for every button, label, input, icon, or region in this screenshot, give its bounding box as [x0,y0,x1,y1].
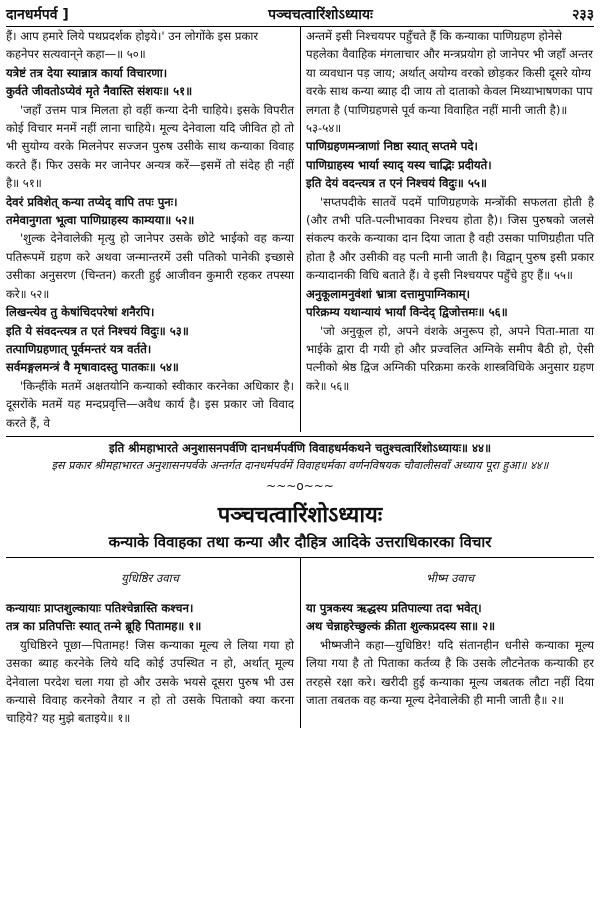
top-columns [6,27,594,432]
verse-line: लिखन्त्येव तु केषांचिदपरेषां शनैरपि। [6,305,155,320]
translation-paragraph: 'शुल्क देनेवालेकी मृत्यु हो जानेपर उसके छोटे भाईको वह कन्या पतिरूपमें ग्रहण करे अथवा जन्मान्तरमें उसी पतिको पानेकी इच्छासे उसीका अनुसरण (चिन्तन) करती हुई आजीवन कुमारी रहकर तपस्या करे॥ ५२॥ [6,231,294,301]
bottom-right-column [300,558,594,728]
translation-paragraph: 'सप्तपदीके सातवें पदमें पाणिग्रहणके मन्त्रोंकी सफलता होती है (और तभी पति-पत्नीभावका निश्चय होता है)। जिस पुरुषको जलसे संकल्प करके कन्याका दान दिया जाता है वही उसका पाणिग्रहीता पति होता है और उसीकी वह पत्नी मानी जाती है। विद्वान् पुरुष इसी प्रकार कन्यादानकी विधि बताते हैं। वे इसी निश्चयपर पहुँचे हुए हैं॥ ५५॥ [306,194,594,283]
header-section-name: दानधर्मपर्व ] [6,7,69,23]
column-divider [300,558,301,728]
colophon-translation: इस प्रकार श्रीमहाभारत अनुशासनपर्वके अन्तर्गत दानधर्मपर्वमें विवाहधर्मका वर्णनविषयक चौवालीसवाँ अध्याय पूरा हुआ॥ ४४॥ [51,458,549,472]
translation-paragraph: अन्तमें इसी निश्चयपर पहुँचते हैं कि कन्याका पाणिग्रहण होनेसे पहलेका वैवाहिक मंगलाचार और मन्त्रप्रयोग हो जानेपर भी जहाँ अन्तर या व्यवधान पड़ जाय; अर्थात् अयोग्य वरको छोड़कर किसी दूसरे योग्य वरके साथ कन्या ब्याह दी जाय तो दाताको केवल मिथ्याभाषणका पाप लगता है (पाणिग्रहणसे पूर्व कन्या विवाहित नहीं मानी जाती है)॥ ५३-५४॥ [306,29,593,136]
verse-line: इति ये संवदन्त्यत्र त एतं निश्चयं विदुः॥ ५३॥ [6,323,189,338]
verse-line: यत्रेष्टं तत्र देया स्यान्नात्र कार्या विचारणा। [6,65,168,80]
verse-line: कुर्वते जीवतोऽप्येवं मृते नैवास्ति संशयः॥ ५१॥ [6,84,193,99]
page-header [6,4,594,24]
bottom-left-column [6,558,300,728]
chapter-subtitle: कन्याके विवाहका तथा कन्या और दौहित्र आदिके उत्तराधिकारका विचार [108,532,492,551]
verse-line: तत्र का प्रतिपत्तिः स्यात् तन्मे ब्रूहि पितामह॥ १॥ [6,619,202,634]
verse-line: अथ चेन्नाहरेच्छुल्कं क्रीता शुल्कप्रदस्य सा॥ २॥ [306,619,496,634]
verse-block [306,599,594,636]
column-divider [300,27,301,432]
translation-paragraph: भीष्मजीने कहा—युधिष्ठिर! यदि संतानहीन धनीसे कन्याका मूल्य लिया गया है तो पिताका कर्तव्य है कि उसके लौटनेतक कन्याकी हर तरहसे रक्षा करे। खरीदी हुई कन्याका मूल्य जबतक लौटा नहीं दिया जाता तबतक वह कन्या मूल्य देनेवालेकी ही मानी जाती है॥ २॥ [306,637,594,707]
verse-block [6,599,294,636]
verse-line: परिक्रम्य यथान्यायं भार्यां विन्देद् द्विजोत्तमः॥ ५६॥ [306,305,508,320]
ornament-divider: ~~~o~~~ [266,478,334,493]
verse-line: अनुकूलामनुवंशां भ्रात्रा दत्तामुपाग्निकाम्। [306,286,471,301]
top-left-column [6,27,300,432]
verse-line: देवरं प्रविशेत् कन्या तप्येद् वापि तपः पुनः। [6,194,178,209]
translation-paragraph: 'जो अनुकूल हो, अपने वंशके अनुरूप हो, अपने पिता-माता या भाईके द्वारा दी गयी हो और प्रज्वलित अग्निके समीप बैठी हो, ऐसी पत्नीको श्रेष्ठ द्विज अग्निकी परिक्रमा करके शास्त्रविधिके अनुसार ग्रहण करे॥ ५६॥ [306,323,594,393]
translation-paragraph: हैं। आप हमारे लिये पथप्रदर्शक होइये।' उन लोगोंके इस प्रकार कहनेपर सत्यवान्‌ने कहा—॥ ५०॥ [6,29,259,62]
speaker-label: युधिष्ठिर उवाच [121,571,179,586]
chapter-colophon: इति श्रीमहाभारते अनुशासनपर्वणि दानधर्मपर्वणि विवाहधर्मकथने चतुश्चत्वारिंशोऽध्यायः॥ ४४॥ [6,436,594,457]
speaker-label: भीष्म उवाच [425,571,475,586]
verse-block [6,64,294,101]
verse-line: तत्पाणिग्रहणात् पूर्वमन्तरं यत्र वर्तते। [6,341,152,356]
verse-line: पाणिग्रहणमन्त्राणां निष्ठा स्यात् सप्तमे पदे। [306,139,478,154]
chapter-title: पञ्चचत्वारिंशोऽध्यायः [217,502,383,528]
translation-paragraph: 'जहाँ उत्तम पात्र मिलता हो वहीं कन्या देनी चाहिये। इसके विपरीत कोई विचार मनमें नहीं लाना चाहिये। मूल्य देनेवाला यदि जीवित हो तो भी सुयोग्य वरके मिलनेपर सज्जन पुरुष उसीके साथ कन्याका विवाह करते हैं। फिर उसके मर जानेपर अन्यत्र करें—इसमें तो संदेह ही नहीं है॥ ५१॥ [6,102,294,191]
verse-block [6,193,294,230]
verse-line: पाणिग्राहस्य भार्या स्याद् यस्य चाद्भिः प्रदीयते। [306,157,492,172]
translation-paragraph: युधिष्ठिरने पूछा—पितामह! जिस कन्याका मूल्य ले लिया गया हो उसका ब्याह करनेके लिये यदि कोई उपस्थित न हो, अर्थात् मूल्य देनेवाला परदेश चला गया हो और उसके भयसे दूसरा पुरुष भी उस कन्यासे विवाह करनेको तैयार न हो तो उसके पिताको क्या करना चाहिये? यह मुझे बताइये॥ १॥ [6,637,294,726]
verse-line: सर्वमङ्गलमन्त्रं वै मृषावादस्तु पातकः॥ ५४॥ [6,360,179,375]
translation-paragraph: 'किन्हींके मतमें अक्षतयोनि कन्याको स्वीकार करनेका अधिकार है। दूसरोंके मतमें यह मन्दप्रवृत्ति—अवैध कार्य है। इस प्रकार जो विवाद करते हैं, वे [6,378,294,430]
verse-line: या पुत्रकस्य ऋद्धस्य प्रतिपाल्या तदा भवेत्। [306,600,482,615]
verse-line: तमेवानुगता भूत्वा पाणिग्राहस्य काम्यया॥ ५२॥ [6,213,195,228]
verse-line: कन्यायाः प्राप्तशुल्कायाः पतिश्चेन्नास्ति कश्चन। [6,600,194,615]
header-chapter-name: पञ्चचत्वारिंशोऽध्यायः [268,7,373,23]
top-right-column [300,27,594,432]
verse-line: इति देयं वदन्त्यत्र त एनं निश्चयं विदुः॥ ५५॥ [306,176,487,191]
verse-block [306,285,594,322]
page-number: २३३ [572,7,594,23]
verse-block [306,137,594,192]
bottom-columns [6,558,594,728]
verse-block [6,303,294,377]
